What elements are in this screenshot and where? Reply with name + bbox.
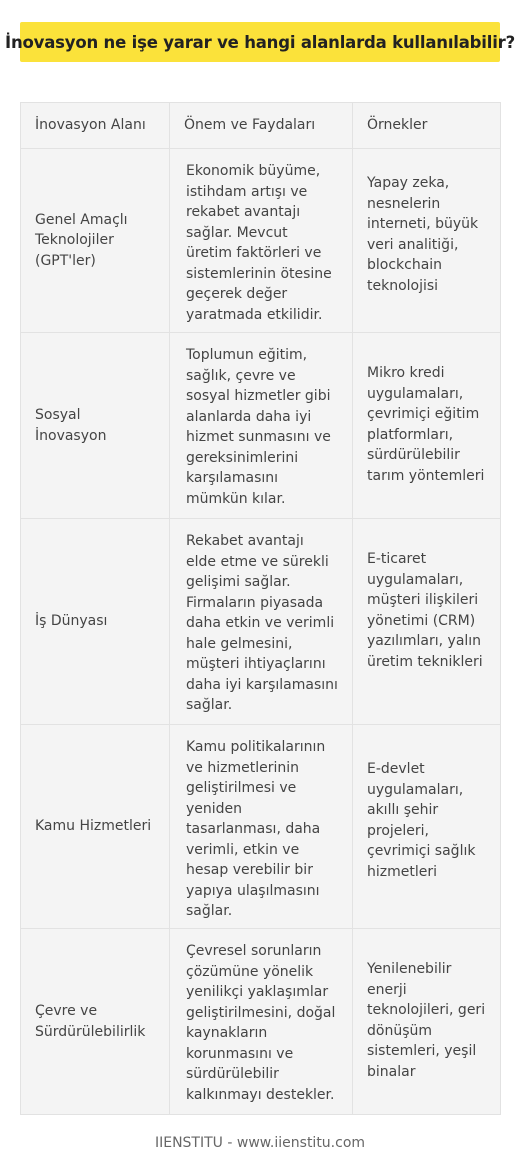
cell-benefits: Rekabet avantajı elde etme ve sürekli gelişimi sağlar. Firmaların piyasada daha etkin ve verimli hale gelmesini, müşteri ihtiyaçlarını daha iyi karşılamasını sağlar.: [170, 519, 353, 725]
cell-benefits: Çevresel sorunların çözümüne yönelik yenilikçi yaklaşımlar geliştirilmesini, doğal kaynakların korunmasını ve sürdürülebilir kalkınmayı destekler.: [170, 929, 353, 1115]
cell-examples: Mikro kredi uygulamaları, çevrimiçi eğitim platformları, sürdürülebilir tarım yöntemleri: [353, 333, 501, 519]
table-header-row: [21, 103, 501, 149]
innovation-table: [20, 102, 501, 1115]
header-examples: Örnekler: [353, 103, 501, 149]
table-row: [21, 725, 501, 929]
header-benefits: Önem ve Faydaları: [170, 103, 353, 149]
cell-area: Çevre ve Sürdürülebilirlik: [21, 929, 170, 1115]
cell-area: Kamu Hizmetleri: [21, 725, 170, 929]
cell-benefits: Kamu politikalarının ve hizmetlerinin geliştirilmesi ve yeniden tasarlanması, daha verimli, etkin ve hesap verebilir bir yapıya ulaşılmasını sağlar.: [170, 725, 353, 929]
cell-area: Genel Amaçlı Teknolojiler (GPT'ler): [21, 149, 170, 333]
cell-examples: E-ticaret uygulamaları, müşteri ilişkileri yönetimi (CRM) yazılımları, yalın üretim teknikleri: [353, 519, 501, 725]
title-banner: [5, 22, 515, 62]
cell-benefits: Ekonomik büyüme, istihdam artışı ve rekabet avantajı sağlar. Mevcut üretim faktörleri ve sistemlerinin ötesine geçerek değer yaratmada etkilidir.: [170, 149, 353, 333]
table-row: [21, 149, 501, 333]
cell-area: Sosyal İnovasyon: [21, 333, 170, 519]
table-row: [21, 333, 501, 519]
cell-benefits: Toplumun eğitim, sağlık, çevre ve sosyal hizmetler gibi alanlarda daha iyi hizmet sunmasını ve gereksinimlerini karşılamasını mümkün kılar.: [170, 333, 353, 519]
table-row: [21, 929, 501, 1115]
footer-credit: IIENSTITU - www.iienstitu.com: [154, 1135, 366, 1151]
page-title: İnovasyon ne işe yarar ve hangi alanlarda kullanılabilir?: [5, 32, 515, 52]
cell-area: İş Dünyası: [21, 519, 170, 725]
cell-examples: Yenilenebilir enerji teknolojileri, geri dönüşüm sistemleri, yeşil binalar: [353, 929, 501, 1115]
header-area: İnovasyon Alanı: [21, 103, 170, 149]
cell-examples: Yapay zeka, nesnelerin interneti, büyük veri analitiği, blockchain teknolojisi: [353, 149, 501, 333]
table-row: [21, 519, 501, 725]
cell-examples: E-devlet uygulamaları, akıllı şehir projeleri, çevrimiçi sağlık hizmetleri: [353, 725, 501, 929]
